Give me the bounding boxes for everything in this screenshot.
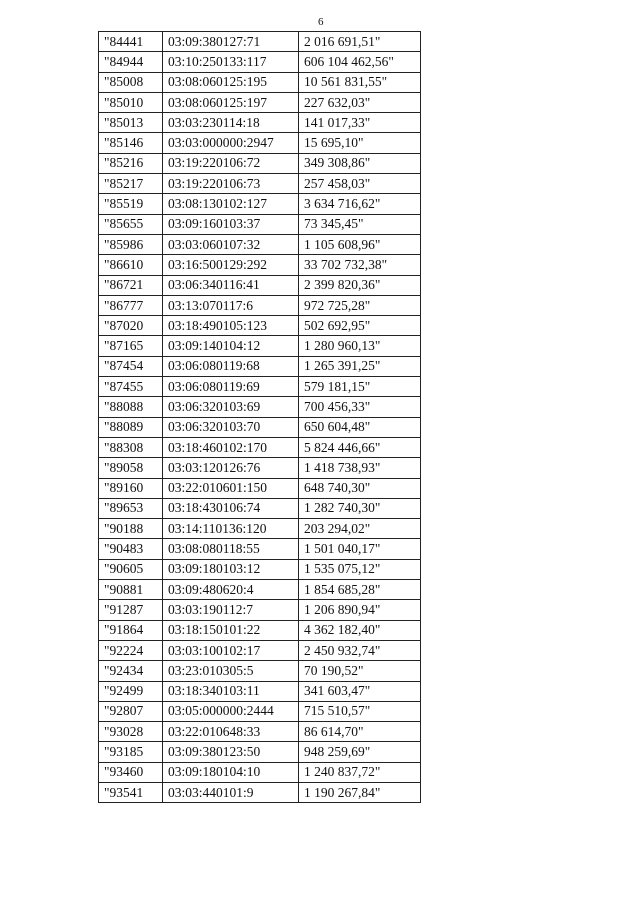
cadastral-number-cell: 03:06:320103:70: [163, 417, 299, 437]
record-number-cell: "85010: [99, 92, 163, 112]
cadastral-number-cell: 03:22:010601:150: [163, 478, 299, 498]
table-row: [99, 539, 421, 559]
cadastral-number-cell: 03:03:440101:9: [163, 782, 299, 802]
record-number-cell: "85008: [99, 72, 163, 92]
table-row: [99, 681, 421, 701]
amount-cell: 1 280 960,13": [299, 336, 421, 356]
record-number-cell: "87455: [99, 377, 163, 397]
amount-cell: 10 561 831,55": [299, 72, 421, 92]
cadastral-number-cell: 03:09:180103:12: [163, 559, 299, 579]
table-row: [99, 32, 421, 52]
table-row: [99, 498, 421, 518]
record-number-cell: "92224: [99, 640, 163, 660]
amount-cell: 972 725,28": [299, 295, 421, 315]
cadastral-number-cell: 03:03:100102:17: [163, 640, 299, 660]
table-row: [99, 397, 421, 417]
record-number-cell: "89160: [99, 478, 163, 498]
cadastral-number-cell: 03:09:380123:50: [163, 742, 299, 762]
table-row: [99, 722, 421, 742]
cadastral-number-cell: 03:16:500129:292: [163, 255, 299, 275]
table-row: [99, 458, 421, 478]
table-row: [99, 437, 421, 457]
amount-cell: 648 740,30": [299, 478, 421, 498]
record-number-cell: "88089: [99, 417, 163, 437]
record-number-cell: "87454: [99, 356, 163, 376]
cadastral-number-cell: 03:06:080119:69: [163, 377, 299, 397]
amount-cell: 1 265 391,25": [299, 356, 421, 376]
registry-table-body: [99, 32, 421, 803]
record-number-cell: "92807: [99, 701, 163, 721]
record-number-cell: "84441: [99, 32, 163, 52]
table-row: [99, 640, 421, 660]
table-row: [99, 478, 421, 498]
cadastral-number-cell: 03:18:490105:123: [163, 316, 299, 336]
amount-cell: 1 206 890,94": [299, 600, 421, 620]
record-number-cell: "86777: [99, 295, 163, 315]
record-number-cell: "89058: [99, 458, 163, 478]
table-row: [99, 52, 421, 72]
record-number-cell: "90188: [99, 519, 163, 539]
amount-cell: 341 603,47": [299, 681, 421, 701]
amount-cell: 2 399 820,36": [299, 275, 421, 295]
table-row: [99, 295, 421, 315]
cadastral-number-cell: 03:03:000000:2947: [163, 133, 299, 153]
table-row: [99, 133, 421, 153]
record-number-cell: "93185: [99, 742, 163, 762]
record-number-cell: "91864: [99, 620, 163, 640]
amount-cell: 4 362 182,40": [299, 620, 421, 640]
record-number-cell: "93460: [99, 762, 163, 782]
table-row: [99, 742, 421, 762]
cadastral-number-cell: 03:19:220106:72: [163, 153, 299, 173]
table-row: [99, 194, 421, 214]
table-row: [99, 336, 421, 356]
cadastral-number-cell: 03:09:380127:71: [163, 32, 299, 52]
cadastral-number-cell: 03:09:180104:10: [163, 762, 299, 782]
cadastral-number-cell: 03:09:160103:37: [163, 214, 299, 234]
table-row: [99, 377, 421, 397]
cadastral-number-cell: 03:08:060125:197: [163, 92, 299, 112]
cadastral-number-cell: 03:09:140104:12: [163, 336, 299, 356]
amount-cell: 700 456,33": [299, 397, 421, 417]
record-number-cell: "90483: [99, 539, 163, 559]
table-row: [99, 762, 421, 782]
table-row: [99, 356, 421, 376]
record-number-cell: "85519: [99, 194, 163, 214]
record-number-cell: "88088: [99, 397, 163, 417]
record-number-cell: "85655: [99, 214, 163, 234]
record-number-cell: "87165: [99, 336, 163, 356]
cadastral-number-cell: 03:05:000000:2444: [163, 701, 299, 721]
amount-cell: 948 259,69": [299, 742, 421, 762]
record-number-cell: "93541: [99, 782, 163, 802]
record-number-cell: "84944: [99, 52, 163, 72]
record-number-cell: "92434: [99, 661, 163, 681]
cadastral-number-cell: 03:03:120126:76: [163, 458, 299, 478]
cadastral-number-cell: 03:06:080119:68: [163, 356, 299, 376]
table-row: [99, 519, 421, 539]
cadastral-number-cell: 03:22:010648:33: [163, 722, 299, 742]
amount-cell: 1 240 837,72": [299, 762, 421, 782]
table-row: [99, 600, 421, 620]
table-row: [99, 153, 421, 173]
record-number-cell: "91287: [99, 600, 163, 620]
amount-cell: 203 294,02": [299, 519, 421, 539]
table-row: [99, 417, 421, 437]
amount-cell: 1 501 040,17": [299, 539, 421, 559]
table-row: [99, 559, 421, 579]
amount-cell: 141 017,33": [299, 113, 421, 133]
registry-table: [98, 31, 421, 803]
amount-cell: 227 632,03": [299, 92, 421, 112]
cadastral-number-cell: 03:19:220106:73: [163, 174, 299, 194]
amount-cell: 257 458,03": [299, 174, 421, 194]
amount-cell: 2 016 691,51": [299, 32, 421, 52]
amount-cell: 579 181,15": [299, 377, 421, 397]
table-row: [99, 661, 421, 681]
table-row: [99, 72, 421, 92]
table-row: [99, 174, 421, 194]
amount-cell: 1 282 740,30": [299, 498, 421, 518]
amount-cell: 715 510,57": [299, 701, 421, 721]
record-number-cell: "86610: [99, 255, 163, 275]
record-number-cell: "85216: [99, 153, 163, 173]
cadastral-number-cell: 03:18:430106:74: [163, 498, 299, 518]
cadastral-number-cell: 03:18:460102:170: [163, 437, 299, 457]
record-number-cell: "86721: [99, 275, 163, 295]
page-number: 6: [318, 16, 324, 28]
table-row: [99, 620, 421, 640]
amount-cell: 3 634 716,62": [299, 194, 421, 214]
cadastral-number-cell: 03:03:060107:32: [163, 234, 299, 254]
table-row: [99, 316, 421, 336]
amount-cell: 502 692,95": [299, 316, 421, 336]
record-number-cell: "89653: [99, 498, 163, 518]
amount-cell: 33 702 732,38": [299, 255, 421, 275]
cadastral-number-cell: 03:14:110136:120: [163, 519, 299, 539]
record-number-cell: "88308: [99, 437, 163, 457]
amount-cell: 86 614,70": [299, 722, 421, 742]
amount-cell: 73 345,45": [299, 214, 421, 234]
cadastral-number-cell: 03:13:070117:6: [163, 295, 299, 315]
cadastral-number-cell: 03:08:130102:127: [163, 194, 299, 214]
cadastral-number-cell: 03:08:080118:55: [163, 539, 299, 559]
table-row: [99, 234, 421, 254]
table-row: [99, 113, 421, 133]
record-number-cell: "90605: [99, 559, 163, 579]
cadastral-number-cell: 03:03:230114:18: [163, 113, 299, 133]
record-number-cell: "93028: [99, 722, 163, 742]
amount-cell: 5 824 446,66": [299, 437, 421, 457]
record-number-cell: "92499: [99, 681, 163, 701]
record-number-cell: "85217: [99, 174, 163, 194]
amount-cell: 349 308,86": [299, 153, 421, 173]
table-row: [99, 580, 421, 600]
cadastral-number-cell: 03:09:480620:4: [163, 580, 299, 600]
table-row: [99, 701, 421, 721]
cadastral-number-cell: 03:06:320103:69: [163, 397, 299, 417]
cadastral-number-cell: 03:03:190112:7: [163, 600, 299, 620]
cadastral-number-cell: 03:18:150101:22: [163, 620, 299, 640]
record-number-cell: "90881: [99, 580, 163, 600]
amount-cell: 650 604,48": [299, 417, 421, 437]
cadastral-number-cell: 03:23:010305:5: [163, 661, 299, 681]
cadastral-number-cell: 03:18:340103:11: [163, 681, 299, 701]
amount-cell: 1 535 075,12": [299, 559, 421, 579]
amount-cell: 70 190,52": [299, 661, 421, 681]
record-number-cell: "85013: [99, 113, 163, 133]
amount-cell: 2 450 932,74": [299, 640, 421, 660]
table-row: [99, 214, 421, 234]
cadastral-number-cell: 03:10:250133:117: [163, 52, 299, 72]
table-row: [99, 255, 421, 275]
amount-cell: 15 695,10": [299, 133, 421, 153]
amount-cell: 1 105 608,96": [299, 234, 421, 254]
amount-cell: 1 418 738,93": [299, 458, 421, 478]
record-number-cell: "85146: [99, 133, 163, 153]
record-number-cell: "85986: [99, 234, 163, 254]
cadastral-number-cell: 03:06:340116:41: [163, 275, 299, 295]
cadastral-number-cell: 03:08:060125:195: [163, 72, 299, 92]
record-number-cell: "87020: [99, 316, 163, 336]
amount-cell: 606 104 462,56": [299, 52, 421, 72]
table-row: [99, 275, 421, 295]
table-row: [99, 92, 421, 112]
amount-cell: 1 854 685,28": [299, 580, 421, 600]
amount-cell: 1 190 267,84": [299, 782, 421, 802]
table-row: [99, 782, 421, 802]
